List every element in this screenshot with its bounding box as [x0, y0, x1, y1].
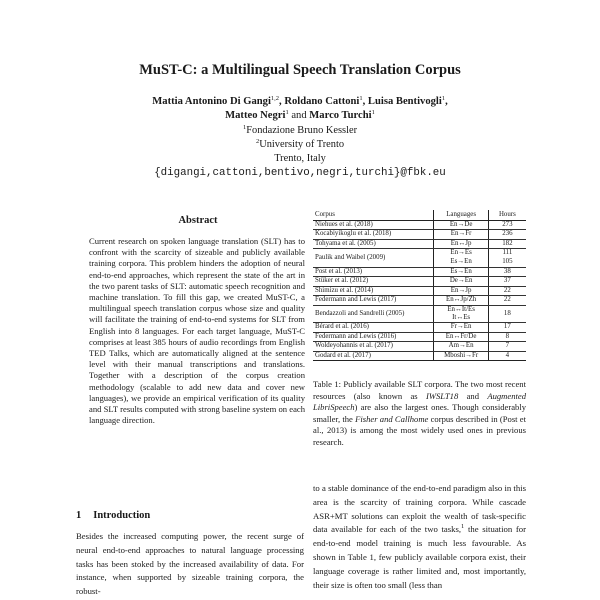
table-cell-hours: 22 [488, 296, 526, 306]
table-cell-languages: En→Jp [434, 286, 488, 296]
author-name: Luisa Bentivogli [367, 96, 442, 107]
caption-emphasis: Augmented LibriSpeech [313, 390, 526, 413]
caption-emphasis: IWSLT18 [425, 390, 459, 401]
table-cell-hours: 38 [488, 267, 526, 277]
table-row [313, 305, 526, 322]
section-heading [76, 510, 150, 521]
author-affil-mark: 1 [359, 95, 363, 102]
table-cell-languages: De→En [434, 277, 488, 287]
affiliation-1 [0, 125, 600, 136]
table-header-hours: Hours [488, 210, 526, 220]
caption-emphasis: Fisher and Callhome [355, 413, 429, 424]
table-row [313, 249, 526, 258]
table-cell-hours: 273 [488, 220, 526, 230]
abstract-body: Current research on spoken language translation (SLT) has to confront with the scarcity of sizeable and publicly available training corpora. This problem hinders the adoption of neural end-to-end approaches, which represent the state of the art in the two parent tasks of SLT: automatic speech recognition and machine translation. To fill this gap, we created MuST-C, a multilingual speech translation corpus whose size and quality will facilitate the training of end-to-end systems for SLT from English into 8 languages. For each target language, MuST-C comprises at least 385 hours of audio recordings from English TED Talks, which are automatically aligned at the sentence level with their manual transcriptions and translations. Together with a description of the corpus creation methodology (scalable to add new data and cover new languages), we provide an empirical verification of its quality and SLT results computed with strong baseline system on each language direction. [89, 236, 305, 426]
table-caption [313, 379, 526, 449]
footnote-ref[interactable]: 1 [461, 523, 465, 531]
authors-line-2 [0, 110, 600, 121]
table-row [313, 351, 526, 361]
table-cell-hours: 7 [488, 342, 526, 352]
author-name: Roldano Cattoni [284, 96, 360, 107]
table-row [313, 342, 526, 352]
table-cell-corpus: Bendazzoli and Sandrelli (2005) [313, 305, 434, 322]
abstract-heading: Abstract [178, 215, 218, 226]
caption-text: ) are also the largest ones. Though considerably smaller, the [313, 402, 526, 424]
affiliation-name: Fondazione Bruno Kessler [246, 125, 358, 136]
table-cell-language-line: It↔Es [452, 313, 471, 321]
table-header-languages: Languages [434, 210, 488, 220]
table-cell-hours: 37 [488, 277, 526, 287]
right-column-body [313, 482, 526, 592]
table-row [313, 230, 526, 240]
author-emails: {digangi,cattoni,bentivo,negri,turchi}@fbk.eu [154, 167, 446, 179]
section-title: Introduction [93, 510, 151, 521]
affiliation-2 [0, 139, 600, 150]
table-cell-corpus: Paulik and Waibel (2009) [313, 249, 434, 267]
table-cell-corpus: Bérard et al. (2016) [313, 322, 434, 332]
table-cell-hours: 17 [488, 322, 526, 332]
table-cell-hours: 236 [488, 230, 526, 240]
affiliation-mark: 2 [255, 138, 260, 145]
table-cell-languages: En→Es [434, 249, 488, 258]
table-cell-corpus: Post et al. (2013) [313, 267, 434, 277]
table-cell-languages: En↔Fr/De [434, 332, 488, 342]
body-text: to a stable dominance of the end-to-end paradigm also in this area is the scarcity of training corpora. While cascade ASR+MT solutions can exploit the wealth of task-specific data available for each of the two tasks, [313, 483, 526, 535]
table-row [313, 286, 526, 296]
table-row [313, 239, 526, 249]
table-cell-languages: Es→En [434, 267, 488, 277]
table-cell-languages: En→De [434, 220, 488, 230]
table-cell-languages: En↔Jp/Zh [434, 296, 488, 306]
table-cell-corpus: Federmann and Lewis (2017) [313, 296, 434, 306]
table-cell-languages: Am→En [434, 342, 488, 352]
table-cell-corpus: Tohyama et al. (2005) [313, 239, 434, 249]
table-cell-corpus: Shimizu et al. (2014) [313, 286, 434, 296]
table-cell-corpus: Woldeyohannis et al. (2017) [313, 342, 434, 352]
table-cell-hours: 8 [488, 332, 526, 342]
affiliation-city: Trento, Italy [274, 153, 326, 164]
table-cell-hours: 111 [502, 249, 513, 257]
author-name: Marco Turchi [309, 110, 372, 121]
table-cell-hours: 182 [488, 239, 526, 249]
affiliation-mark: 1 [242, 124, 247, 131]
caption-text: Table 1: Publicly available SLT corpora. The two most recent resources (also known as [313, 379, 526, 401]
table-cell-languages: En→Fr [434, 230, 488, 240]
table-cell-languages: Fr→En [434, 322, 488, 332]
table-cell-corpus: Stüker et al. (2012) [313, 277, 434, 287]
authors-line-1: Mattia Antonino Di Gangi$^{1,2}$, Roldano Cattoni$^1$, Luisa Bentivogli$^1$, [152, 95, 448, 107]
table-cell-language-line: En↔It/Es [447, 305, 475, 313]
table-row [313, 322, 526, 332]
table-cell-languages [434, 305, 488, 322]
paper-title: MuST-C: a Multilingual Speech Translation Corpus [139, 62, 461, 78]
table-cell-languages: Es→En [434, 258, 488, 267]
author-name: Matteo Negri [225, 110, 286, 121]
author-affil-mark: 1 [441, 95, 446, 102]
author-affil-mark: 1 [285, 109, 289, 116]
table-cell-corpus: Godard et al. (2017) [313, 351, 434, 361]
table-cell-corpus: Kocabiyikoglu et al. (2018) [313, 230, 434, 240]
table-cell-hours: 105 [488, 258, 526, 267]
table-row [313, 267, 526, 277]
table-cell-languages: En↔Jp [434, 239, 488, 249]
table-cell-languages: Mboshi→Fr [434, 351, 488, 361]
author-affil-mark: 1 [371, 109, 375, 116]
author-name: Mattia Antonino Di Gangi [152, 96, 271, 107]
table-row [313, 332, 526, 342]
table-cell-hours: 4 [488, 351, 526, 361]
caption-text: and [458, 390, 488, 401]
introduction-body: Besides the increased computing power, the recent surge of neural end-to-end approaches to natural language processing tasks has been stoked by the increased availability of data. For instance, when supported by sizeable training corpora, the robust- [76, 531, 304, 597]
author-conjunction: and [291, 110, 307, 121]
table-header-corpus: Corpus [313, 210, 434, 220]
caption-text: corpus described in (Post et al., 2013) is among the most widely used ones in previous research. [313, 413, 526, 447]
table-row [313, 277, 526, 287]
table-cell-corpus: Niehues et al. (2018) [313, 220, 434, 230]
section-number: 1 [76, 510, 82, 521]
table-cell-hours: 22 [488, 286, 526, 296]
table-row [313, 296, 526, 306]
table-cell-hours: 18 [488, 305, 526, 322]
body-text: the situation for end-to-end model training is much less favourable. As shown in Table 1, few publicly available corpora exist, their language coverage is rather limited and, most importantly, their size is often too small (less than [313, 524, 526, 590]
table-row [313, 220, 526, 230]
table-cell-corpus: Federmann and Lewis (2016) [313, 332, 434, 342]
corpora-table [313, 210, 526, 361]
author-affil-mark: 1,2 [270, 95, 280, 102]
affiliation-name: University of Trento [259, 139, 345, 150]
